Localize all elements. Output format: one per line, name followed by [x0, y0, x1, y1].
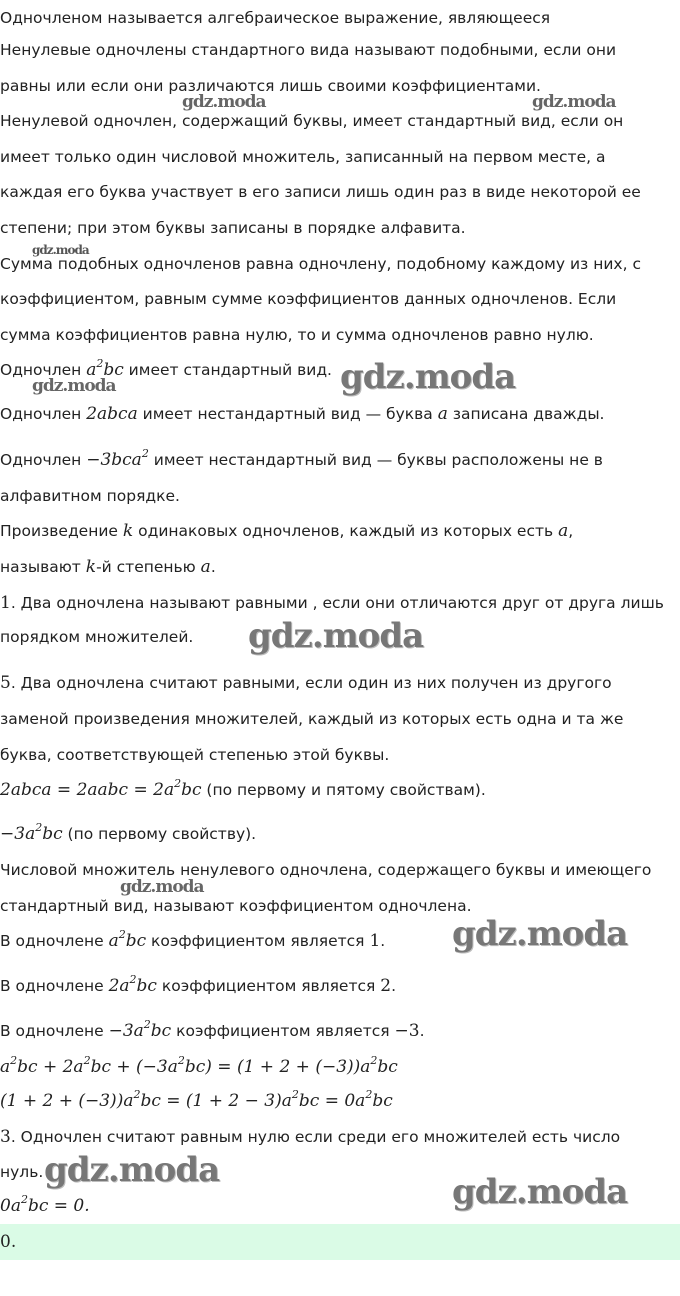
example-line: Одночлен 2abca имеет нестандартный вид — буква a записана дважды.: [0, 404, 605, 424]
definition-line: Сумма подобных одночленов равна одночлену, подобному каждому из них, с: [0, 255, 641, 273]
formula-line: $0a^2bc = 0$.: [0, 1193, 90, 1216]
definition-line: равны или если они различаются лишь своими коэффициентами.: [0, 77, 541, 95]
watermark: gdz.moda: [32, 243, 89, 257]
watermark: gdz.moda: [452, 914, 628, 954]
property-line: 5. Два одночлена считают равными, если один из них получен из другого: [0, 673, 612, 693]
answer-block: [0, 1224, 680, 1260]
answer-value: 0.: [0, 1232, 17, 1252]
watermark: gdz.moda: [44, 1150, 220, 1190]
watermark: gdz.moda: [340, 357, 516, 397]
watermark: gdz.moda: [182, 92, 266, 112]
property-line: 1. Два одночлена называют равными , если они отличаются друг от друга лишь: [0, 593, 664, 613]
watermark: gdz.moda: [452, 1172, 628, 1212]
definition-line: имеет только один числовой множитель, записанный на первом месте, а: [0, 148, 606, 166]
definition-line: Ненулевой одночлен, содержащий буквы, имеет стандартный вид, если он: [0, 112, 624, 130]
definition-line: степени; при этом буквы записаны в порядке алфавита.: [0, 219, 466, 237]
formula-line: 2abca = 2aabc = $2a^2bc$ (по первому и пятому свойствам).: [0, 777, 486, 800]
watermark: gdz.moda: [532, 92, 616, 112]
watermark: gdz.moda: [248, 616, 424, 656]
formula-line: $a^2bc + 2a^2bc + (-3a^2bc) = (1 + 2 + (-3))a^2bc$: [0, 1054, 398, 1077]
formula-line: $-3a^2bc$ (по первому свойству).: [0, 821, 257, 844]
example-line: В одночлене $2a^2bc$ коэффициентом является 2.: [0, 973, 397, 996]
definition-line: стандартный вид, называют коэффициентом одночлена.: [0, 897, 472, 915]
example-line: В одночлене $-3a^2bc$ коэффициентом является −3.: [0, 1018, 425, 1041]
definition-line: Числовой множитель ненулевого одночлена, содержащего буквы и имеющего: [0, 861, 652, 879]
definition-line: коэффициентом, равным сумме коэффициентов данных одночленов. Если: [0, 290, 617, 308]
watermark: gdz.moda: [120, 877, 204, 897]
property-line: нуль.: [0, 1163, 44, 1181]
definition-line: Одночленом называется алгебраическое выражение, являющееся: [0, 9, 551, 27]
property-line: 3. Одночлен считают равным нулю если среди его множителей есть число: [0, 1127, 621, 1147]
example-line: Произведение k одинаковых одночленов, каждый из которых есть a,: [0, 521, 574, 541]
watermark: gdz.moda: [32, 376, 116, 396]
property-line: порядком множителей.: [0, 628, 194, 646]
example-line: называют k-й степенью a.: [0, 557, 216, 577]
example-line: алфавитном порядке.: [0, 487, 180, 505]
example-line: В одночлене $a^2bc$ коэффициентом является 1.: [0, 928, 386, 951]
formula-line: $(1 + 2 + (-3))a^2bc = (1 + 2 - 3)a^2bc = 0a^2bc$: [0, 1088, 393, 1111]
example-line: Одночлен $a^2bc$ имеет стандартный вид.: [0, 357, 332, 380]
property-line: заменой произведения множителей, каждый из которых есть одна и та же: [0, 710, 624, 728]
property-line: буква, соответствующей степенью этой буквы.: [0, 746, 390, 764]
example-line: Одночлен −3bca$^2$ имеет нестандартный вид — буквы расположены не в: [0, 447, 603, 470]
definition-line: сумма коэффициентов равна нулю, то и сумма одночленов равно нулю.: [0, 326, 594, 344]
definition-line: Ненулевые одночлены стандартного вида называют подобными, если они: [0, 41, 617, 59]
definition-line: каждая его буква участвует в его записи лишь один раз в виде некоторой ее: [0, 183, 641, 201]
